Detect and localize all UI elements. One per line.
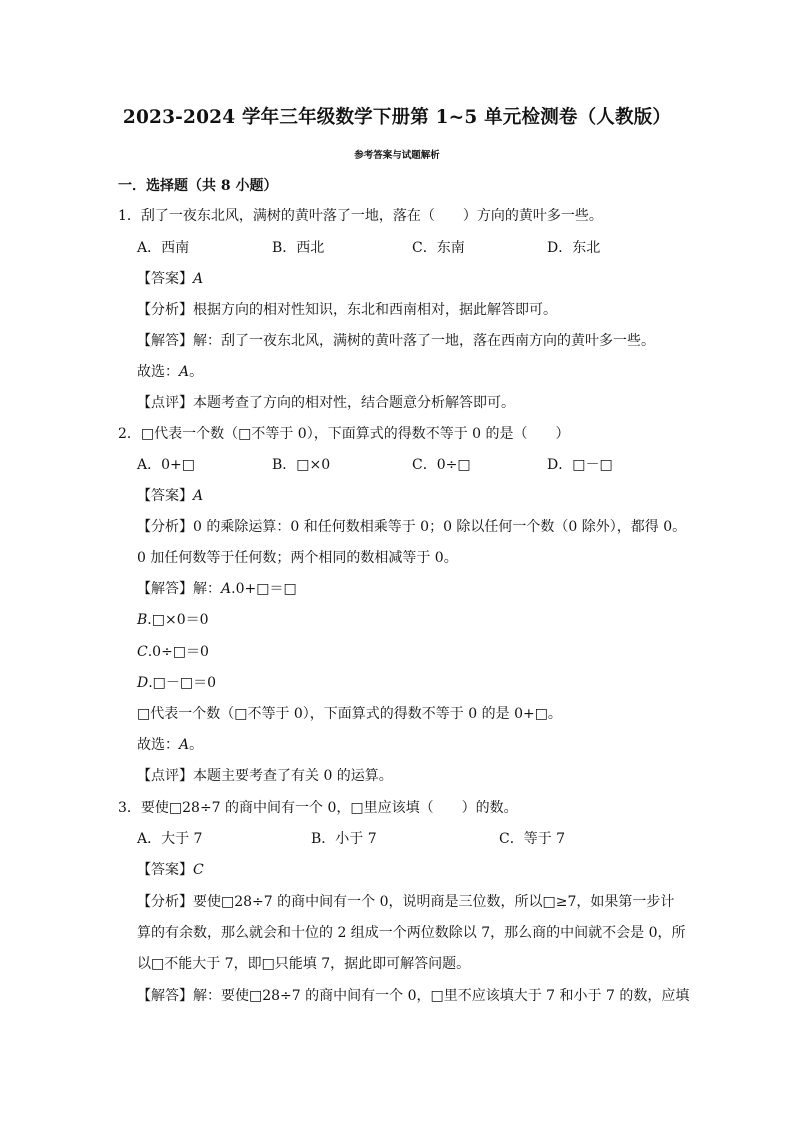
solution-b: .□×0＝0 [147, 612, 209, 628]
analysis-tag: 【分析】 [137, 894, 193, 910]
page-title: 2023-2024 学年三年级数学下册第 1~5 单元检测卷（人教版） [122, 107, 672, 128]
comment-tag: 【点评】 [137, 395, 193, 411]
q2-answer [137, 486, 203, 506]
choice-letter: A [179, 364, 190, 380]
q1-option-b: B．西北 [272, 240, 325, 256]
solution-c: .0÷□＝0 [147, 644, 209, 660]
q3-option-c: C．等于 7 [499, 831, 566, 847]
choice-prefix: 故选： [137, 364, 179, 380]
q3-solution [137, 986, 689, 1006]
solution-tag: 【解答】 [137, 333, 193, 349]
q3-analysis [137, 892, 674, 912]
solution-d-letter: D [137, 675, 149, 691]
choice-suffix: 。 [189, 737, 204, 753]
q2-comment [137, 766, 393, 786]
answer-tag: 【答案】 [137, 862, 193, 878]
solution-text: 解：刮了一夜东北风，满树的黄叶落了一地，落在西南方向的黄叶多一些。 [193, 333, 655, 349]
answer-value: A [193, 271, 204, 287]
q1-choice [137, 362, 203, 382]
solution-prefix: 解： [193, 581, 221, 597]
solution-tag: 【解答】 [137, 581, 193, 597]
section-heading: 一．选择题（共 8 小题） [118, 178, 278, 194]
answer-value: A [193, 488, 204, 504]
comment-text: 本题主要考查了有关 0 的运算。 [193, 768, 393, 784]
q1-comment [137, 393, 515, 413]
q2-choice [137, 735, 203, 755]
q1-answer [137, 269, 203, 289]
answer-value: C [193, 862, 204, 878]
q2-analysis [137, 517, 686, 537]
q3-answer [137, 860, 204, 880]
q2-solution-b [137, 610, 209, 630]
q3-option-a: A．大于 7 [137, 831, 203, 847]
q2-conclusion: □代表一个数（□不等于 0），下面算式的得数不等于 0 的是 0+□。 [137, 706, 562, 722]
q2-analysis-cont: 0 加任何数等于任何数；两个相同的数相减等于 0。 [137, 550, 458, 566]
q2-solution-c [137, 642, 209, 662]
q3-option-b: B．小于 7 [311, 831, 377, 847]
q1-option-d: D．东北 [547, 240, 601, 256]
solution-a-letter: A [221, 581, 232, 597]
q1-option-c: C．东南 [412, 240, 465, 256]
choice-suffix: 。 [189, 364, 204, 380]
solution-c-letter: C [137, 644, 148, 660]
solution-text: 解：要使□28÷7 的商中间有一个 0，□里不应该填大于 7 和小于 7 的数，应填 [193, 988, 690, 1004]
solution-a: .0+□＝□ [231, 581, 297, 597]
analysis-text: 0 的乘除运算：0 和任何数相乘等于 0；0 除以任何一个数（0 除外），都得 0。 [193, 519, 687, 535]
choice-prefix: 故选： [137, 737, 179, 753]
q2-solution-d [137, 673, 216, 693]
analysis-tag: 【分析】 [137, 302, 193, 318]
solution-d: .□－□＝0 [148, 675, 217, 691]
comment-tag: 【点评】 [137, 768, 193, 784]
q2-stem: 2．□代表一个数（□不等于 0），下面算式的得数不等于 0 的是（ ） [118, 426, 570, 442]
solution-tag: 【解答】 [137, 988, 193, 1004]
q3-analysis-cont-1: 算的有余数，那么就会和十位的 2 组成一个两位数除以 7，那么商的中间就不会是 0，所 [137, 925, 686, 941]
q3-analysis-cont-2: 以□不能大于 7，即□只能填 7，据此即可解答问题。 [137, 956, 471, 972]
answer-tag: 【答案】 [137, 488, 193, 504]
comment-text: 本题考查了方向的相对性，结合题意分析解答即可。 [193, 395, 515, 411]
q1-stem: 1．刮了一夜东北风，满树的黄叶落了一地，落在（ ）方向的黄叶多一些。 [118, 208, 603, 224]
q1-solution [137, 331, 655, 351]
q2-solution [137, 579, 297, 599]
q2-option-c: C．0÷□ [412, 457, 471, 473]
answer-tag: 【答案】 [137, 271, 193, 287]
analysis-text: 要使□28÷7 的商中间有一个 0，说明商是三位数，所以□≥7，如果第一步计 [193, 894, 675, 910]
page-subtitle: 参考答案与试题解析 [354, 150, 440, 161]
q3-stem: 3．要使□28÷7 的商中间有一个 0，□里应该填（ ）的数。 [118, 800, 518, 816]
analysis-tag: 【分析】 [137, 519, 193, 535]
q2-option-b: B．□×0 [272, 457, 331, 473]
q2-option-a: A．0+□ [137, 457, 195, 473]
choice-letter: A [179, 737, 190, 753]
q2-option-d: D．□－□ [547, 457, 613, 473]
solution-b-letter: B [137, 612, 148, 628]
q1-option-a: A．西南 [137, 240, 190, 256]
q1-analysis [137, 300, 557, 320]
analysis-text: 根据方向的相对性知识，东北和西南相对，据此解答即可。 [193, 302, 557, 318]
